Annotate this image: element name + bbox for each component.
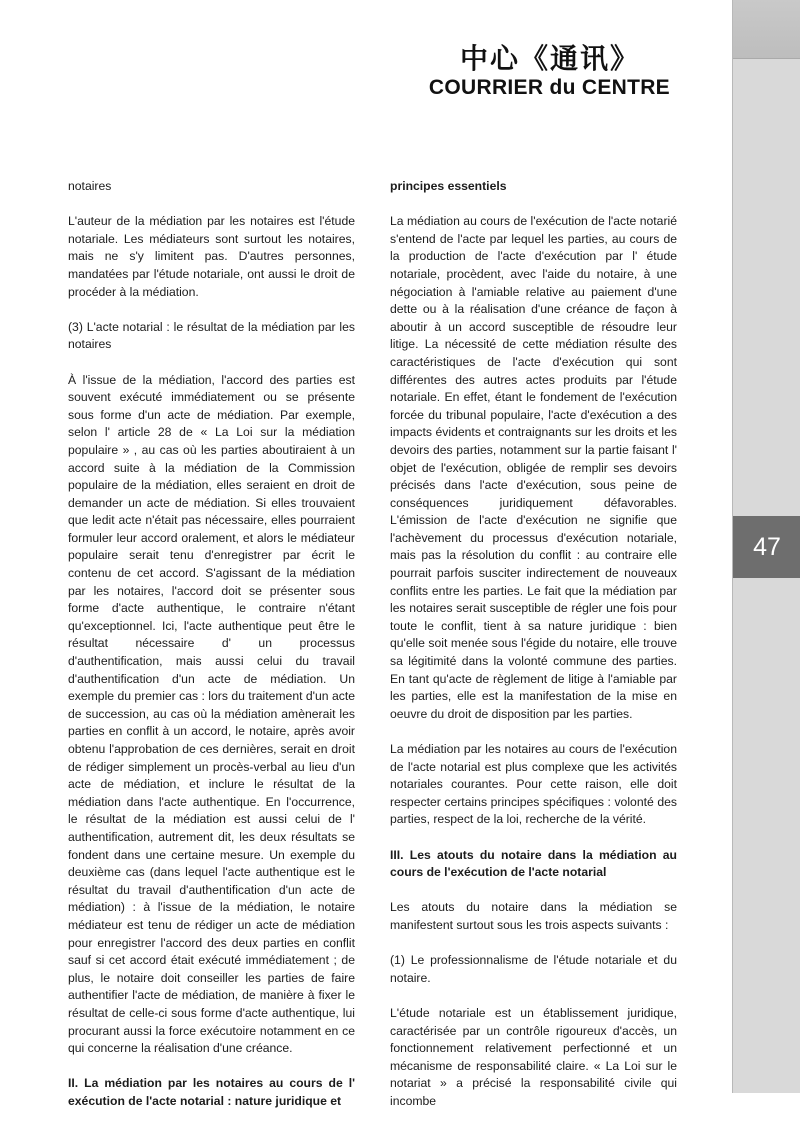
- section-heading: principes essentiels: [390, 179, 507, 193]
- journal-title-chinese: 中心《通讯》: [459, 42, 640, 75]
- paragraph: (3) L'acte notarial : le résultat de la médiation par les notaires: [68, 319, 355, 352]
- page-edge-sidebar: [732, 0, 800, 1093]
- left-text-column: [68, 178, 355, 1128]
- section-heading: III. Les atouts du notaire dans la médiation au cours de l'exécution de l'acte notarial: [390, 847, 677, 880]
- paragraph: Les atouts du notaire dans la médiation se manifestent surtout sous les trois aspects suivants :: [390, 900, 677, 932]
- page-number-tab: [733, 516, 800, 578]
- paragraph: La médiation au cours de l'exécution de l'acte notarié s'entend de l'acte par lequel les parties, au cours de la production de l'acte d'exécution par l' étude notariale, procèdent, avec l'aide du notaire, à une négociation à l'amiable relative au paiement d'une dette ou à la réalisation d'une créance de façon à aboutir à un accord susceptible de résoudre leur litige. La nécessité de cette médiation résulte des caractéristiques de l'acte d'exécution qui sont différentes des autres actes produits par l'étude notariale. En effet, étant le fondement de l'exécution forcée du tribunal populaire, l'acte d'exécution a des impacts évidents et contraignants sur les droits et les devoirs des parties, notamment sur la partie faisant l' objet de l'exécution, obligée de remplir ses devoirs précisés dans l'acte d'exécution, sous peine de conséquences juridiquement défavorables. L'émission de l'acte d'exécution ne signifie que l'achèvement du processus d'exécution notariale, mais pas la résolution du conflit : au contraire elle pourrait parfois susciter indirectement de nouveaux conflits entre les parties. Le fait que la médiation par les notaires serait susceptible de régler une fois pour toute le conflit, tient à sa nature juridique : bien qu'elle soit menée sous l'égide du notaire, elle trouve sa légitimité dans la volonté commune des parties. En tant qu'acte de règlement de litige à l'amiable par les parties, elle est la manifestation de la mise en oeuvre du droit de disposition par les parties.: [390, 214, 677, 721]
- paragraph: notaires: [68, 179, 112, 193]
- paragraph: L'étude notariale est un établissement juridique, caractérisée par un contrôle rigoureux d'accès, un fonctionnement relativement perfectionné et un mécanisme de responsabilité claire. « La Loi sur le notariat » a précisé la responsabilité civile qui incombe: [390, 1005, 677, 1108]
- paragraph: À l'issue de la médiation, l'accord des parties est souvent exécuté immédiatement ou se présente sous forme d'un acte de médiation. Par exemple, selon l' article 28 de « La Loi sur la médiation populaire » , au cas où les parties aboutiraient à un accord suite à la médiation de la Commission populaire de la médiation, elles seraient en droit de demander un acte de médiation. Si elles trouvaient que ledit acte n'était pas nécessaire, elles pourraient formuler leur accord oralement, et alors le médiateur populaire serait tenu d'enregistrer par écrit le contenu de cet accord. S'agissant de la médiation par les notaires, l'accord doit se présenter sous forme d'acte authentique, le contraire n'étant qu'exceptionnel. Ici, l'acte authentique peut être le résultat nécessaire d' un processus d'authentification, mais aussi celui du travail d'authentification d'un acte de médiation. Un exemple du premier cas : lors du traitement d'un acte de succession, au cas où la médiation amènerait les parties en conflit à un accord, le notaire, après avoir obtenu l'approbation de ces dernières, serait en droit de rédiger simplement un procès-verbal au lieu d'un acte de médiation, et inclure le résultat de la médiation dans l'acte authentique. En l'occurrence, le résultat de la médiation est aussi celui de l' authentification, autrement dit, les deux résultats se fondent dans une certaine mesure. Un exemple du deuxième cas (dans lequel l'acte authentique est le résultat du travail d'authentification d'un acte de médiation) : à l'issue de la médiation, le notaire médiateur est tenu de rédiger un acte de médiation pour enregistrer l'accord des deux parties en conflit sauf si cet accord était exécuté immédiatement ; de plus, le notaire doit conseiller les parties de faire authentifier l'acte de médiation, de manière à fixer le résultat de celle-ci sous forme d'acte authentique, lui procurant aussi la force exécutoire notamment en ce qui concerne la réalisation d'une créance.: [68, 372, 355, 1056]
- sidebar-top-block: [733, 0, 800, 59]
- paragraph: La médiation par les notaires au cours de l'exécution de l'acte notarial est plus complexe que les activités notariales courantes. Pour cette raison, elle doit respecter certains principes spécifiques : volonté des parties, respect de la loi, recherche de la vérité.: [390, 742, 677, 827]
- page-number: 47: [753, 532, 781, 561]
- journal-title-french: COURRIER du CENTRE: [428, 76, 670, 99]
- right-text-column: [390, 178, 677, 1128]
- paragraph: L'auteur de la médiation par les notaires est l'étude notariale. Les médiateurs sont surtout les notaires, mais ne s'y limitent pas. D'autres personnes, mandatées par l'étude notariale, ont aussi le droit de procéder à la médiation.: [68, 214, 355, 299]
- section-heading: II. La médiation par les notaires au cours de l' exécution de l'acte notarial : nature juridique et: [68, 1076, 355, 1108]
- journal-header: [400, 42, 670, 100]
- paragraph: (1) Le professionnalisme de l'étude notariale et du notaire.: [390, 953, 677, 985]
